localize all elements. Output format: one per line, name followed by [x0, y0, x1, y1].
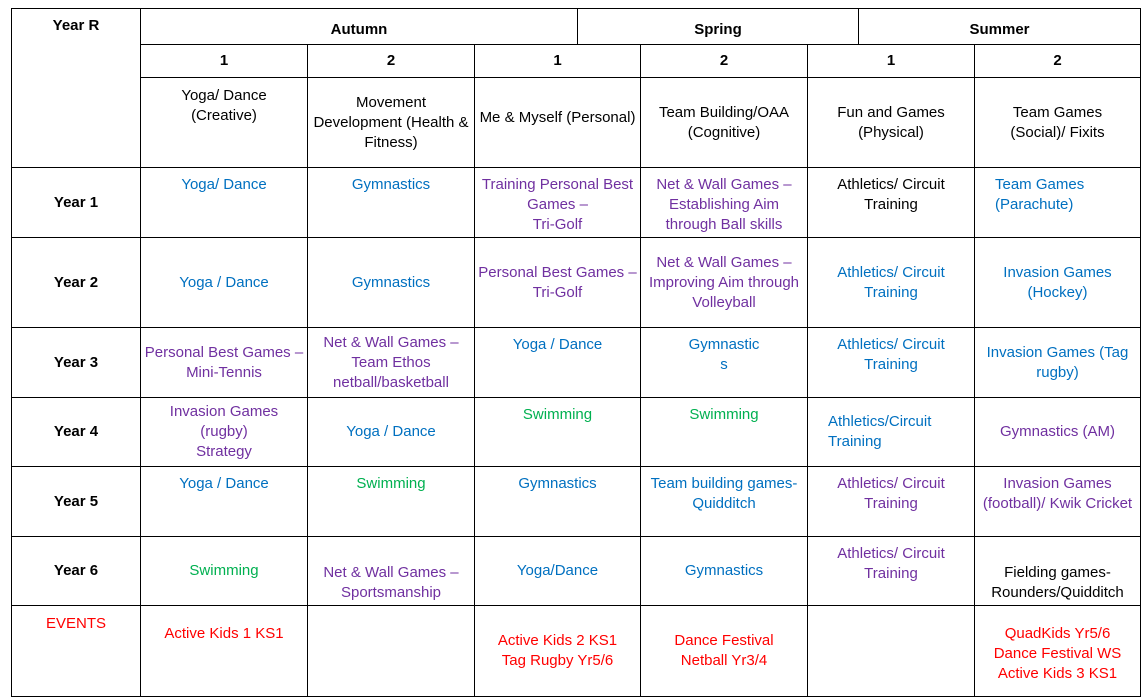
activity-cell: [308, 238, 475, 328]
event-text: Dance Festival WS: [993, 645, 1122, 662]
activity-cell: [975, 467, 1141, 537]
activity-text: Establishing Aim: [668, 196, 780, 213]
activity-cell: [641, 328, 808, 398]
activity-text: Gymnastics: [518, 475, 597, 492]
activity-cell: [641, 537, 808, 606]
activity-text: through Ball skills: [665, 216, 783, 233]
activity-text: Mini-Tennis: [186, 363, 262, 381]
activity-text: Gymnastic: [688, 336, 760, 353]
activity-text: Personal Best Games –: [144, 343, 304, 361]
activity-text: Games –: [527, 196, 588, 213]
activity-text: Net & Wall Games –: [323, 333, 459, 351]
activity-text: s: [720, 356, 728, 373]
activity-text: Athletics/ Circuit: [837, 475, 945, 492]
activity-text: Team Ethos: [351, 353, 431, 371]
activity-text: Swimming: [689, 406, 759, 423]
half-term-number: 2: [975, 45, 1141, 78]
activity-text: Fielding games-: [1004, 564, 1111, 581]
activity-cell: [475, 398, 641, 467]
activity-cell: [141, 328, 308, 398]
activity-text: Training: [864, 283, 918, 301]
activity-cell: [808, 398, 975, 467]
activity-cell: [808, 238, 975, 328]
event-text: QuadKids Yr5/6: [1004, 625, 1111, 642]
event-cell: [308, 606, 475, 697]
activity-cell: [808, 168, 975, 238]
activity-cell: [641, 467, 808, 537]
theme-cell: Movement Development (Health & Fitness): [308, 78, 475, 168]
activity-cell: [475, 467, 641, 537]
activity-text: Invasion Games (Tag: [986, 343, 1129, 361]
term-spring: Spring: [578, 8, 859, 45]
activity-text: Invasion Games (rugby): [169, 403, 279, 440]
activity-text: Invasion Games: [1003, 475, 1112, 492]
year-row-label: Year 1: [11, 168, 141, 238]
activity-text: Training: [864, 196, 918, 213]
half-term-number: 2: [308, 45, 475, 78]
activity-text: Team Games: [995, 176, 1085, 193]
activity-text: Strategy: [196, 443, 252, 460]
activity-cell: [808, 537, 975, 606]
events-row-label: EVENTS: [11, 606, 141, 697]
activity-cell: [141, 168, 308, 238]
activity-text: Yoga / Dance: [346, 423, 436, 440]
activity-cell: [475, 537, 641, 606]
activity-cell: [308, 537, 475, 606]
theme-cell: Team Building/OAA (Cognitive): [641, 78, 808, 168]
event-text: Dance Festival: [674, 632, 774, 649]
activity-text: Rounders/Quidditch: [991, 584, 1124, 601]
activity-cell: [141, 467, 308, 537]
activity-text: Swimming: [356, 475, 426, 492]
half-term-number: 1: [475, 45, 641, 78]
year-row-label: Year 4: [11, 398, 141, 467]
activity-text: Swimming: [522, 406, 593, 423]
activity-text: Gymnastics (AM): [999, 423, 1115, 440]
activity-text: Yoga/Dance: [516, 562, 599, 579]
activity-cell: [975, 168, 1141, 238]
activity-text: Training: [864, 565, 918, 582]
activity-cell: [641, 168, 808, 238]
activity-text: Yoga / Dance: [512, 336, 603, 353]
event-text: Active Kids 2 KS1: [497, 632, 618, 649]
activity-cell: [975, 398, 1141, 467]
activity-cell: [975, 537, 1141, 606]
activity-cell: [141, 537, 308, 606]
event-text: Active Kids 3 KS1: [997, 665, 1118, 682]
event-cell: [975, 606, 1141, 697]
activity-text: Training Personal Best: [481, 176, 634, 193]
half-term-number: 1: [141, 45, 308, 78]
event-cell: [808, 606, 975, 697]
activity-text: Quidditch: [692, 495, 756, 512]
half-term-number: 1: [808, 45, 975, 78]
event-cell: [641, 606, 808, 697]
activity-text: netball/basketball: [333, 373, 449, 391]
activity-text: Athletics/ Circuit: [837, 176, 945, 193]
activity-cell: [308, 467, 475, 537]
activity-text: (Hockey): [1027, 283, 1088, 301]
activity-cell: [808, 328, 975, 398]
year-row-label: Year 5: [11, 467, 141, 537]
activity-text: Yoga / Dance: [179, 475, 269, 492]
activity-text: Yoga / Dance: [179, 273, 269, 291]
activity-text: Tri-Golf: [532, 216, 583, 233]
activity-text: Gymnastics: [684, 562, 764, 579]
activity-cell: [475, 328, 641, 398]
activity-text: Training: [828, 433, 882, 450]
year-r-label: Year R: [11, 8, 141, 168]
event-cell: [141, 606, 308, 697]
activity-text: Gymnastics: [351, 273, 431, 291]
term-autumn: Autumn: [141, 8, 578, 45]
activity-cell: [308, 328, 475, 398]
activity-text: Athletics/Circuit: [828, 413, 932, 430]
theme-cell: Yoga/ Dance (Creative): [141, 78, 308, 168]
term-summer: Summer: [859, 8, 1141, 45]
activity-text: Athletics/ Circuit: [837, 263, 945, 281]
theme-cell: Fun and Games (Physical): [808, 78, 975, 168]
event-text: Active Kids 1 KS1: [164, 625, 284, 642]
activity-cell: [308, 398, 475, 467]
activity-text: Tri-Golf: [532, 283, 583, 301]
year-row-label: Year 6: [11, 537, 141, 606]
activity-cell: [475, 238, 641, 328]
activity-text: Invasion Games: [1003, 263, 1112, 281]
activity-text: Sportsmanship: [340, 584, 442, 601]
activity-text: Yoga/ Dance: [181, 176, 267, 193]
activity-text: Team building games-: [650, 475, 798, 492]
activity-text: rugby): [1036, 363, 1079, 381]
activity-cell: [975, 328, 1141, 398]
activity-text: Personal Best Games –: [478, 263, 637, 281]
half-term-number: 2: [641, 45, 808, 78]
activity-cell: [141, 238, 308, 328]
activity-cell: [475, 168, 641, 238]
theme-cell: Team Games (Social)/ Fixits: [975, 78, 1141, 168]
activity-text: Training: [864, 356, 918, 373]
activity-text: Volleyball: [692, 293, 756, 311]
activity-text: Net & Wall Games –: [656, 253, 792, 271]
activity-text: Training: [864, 495, 918, 512]
event-text: Netball Yr3/4: [680, 652, 768, 669]
activity-cell: [975, 238, 1141, 328]
activity-text: (football)/ Kwik Cricket: [982, 495, 1133, 512]
event-cell: [475, 606, 641, 697]
theme-cell: Me & Myself (Personal): [475, 78, 641, 168]
activity-text: Swimming: [189, 562, 259, 579]
activity-text: Improving Aim through: [648, 273, 800, 291]
activity-cell: [308, 168, 475, 238]
activity-cell: [141, 398, 308, 467]
activity-cell: [641, 398, 808, 467]
activity-text: Athletics/ Circuit: [837, 545, 945, 562]
activity-text: (Parachute): [995, 196, 1074, 213]
event-text: Tag Rugby Yr5/6: [501, 652, 614, 669]
year-row-label: Year 3: [11, 328, 141, 398]
year-row-label: Year 2: [11, 238, 141, 328]
activity-cell: [641, 238, 808, 328]
activity-cell: [808, 467, 975, 537]
activity-text: Net & Wall Games –: [656, 176, 792, 193]
activity-text: Gymnastics: [351, 176, 431, 193]
activity-text: Athletics/ Circuit: [837, 336, 945, 353]
activity-text: Net & Wall Games –: [323, 564, 459, 581]
pe-curriculum-table: [11, 8, 1141, 697]
